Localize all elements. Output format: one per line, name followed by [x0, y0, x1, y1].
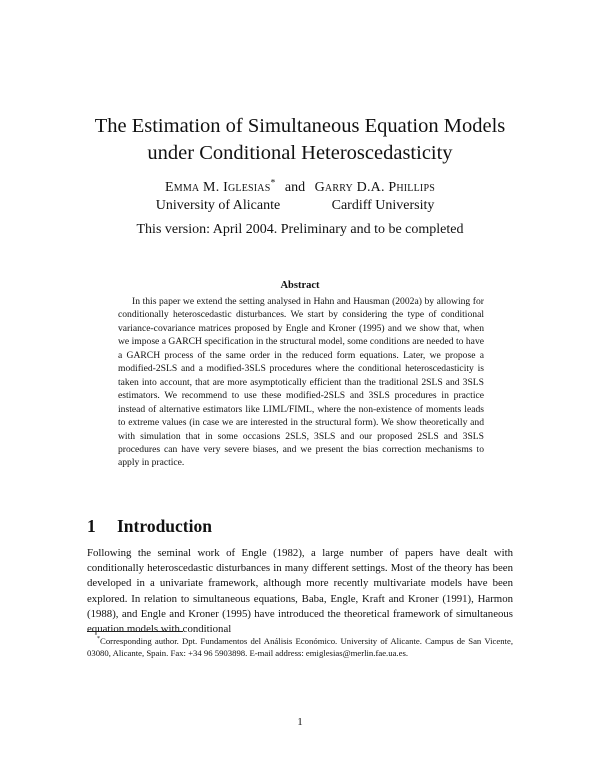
author-line	[60, 178, 540, 197]
affiliation-2: Cardiff University	[331, 198, 435, 213]
corresponding-author-mark: *	[270, 177, 276, 189]
version-note: This version: April 2004. Preliminary and to be completed	[136, 222, 464, 237]
abstract-text: In this paper we extend the setting analysed in Hahn and Hausman (2002a) by allowing for conditionally heteroscedastic disturbances. We start by considering the type of conditional variance-covariance matrices proposed by Engle and Kroner (1995) and we show that, when we impose a GARCH specification in the structural model, some conditions are needed to have a GARCH process of the same order in the reduced form equations. Later, we propose a modified-2SLS and a modified-3SLS procedures where the conditional heteroscedasticity is taken into account, that are more asymptotically efficient than the traditional 2SLS and 3SLS estimators. We recommend to use these modified-2SLS and 3SLS procedures in practice instead of alternative estimators like LIML/FIML, where the non-existence of moments leads to extreme values (in case we are interested in the structural form). We show theoretically and with simulation that in some occasions 2SLS, 3SLS and our proposed 2SLS and 3SLS procedures can have very severe biases, and we present the bias correction mechanisms to apply in practice.	[118, 296, 484, 469]
affiliation-1: University of Alicante	[155, 198, 281, 213]
section-title: Introduction	[117, 516, 212, 536]
author-1: Emma M. Iglesias	[165, 180, 271, 195]
author-2: Garry D.A. Phillips	[314, 180, 435, 195]
footnote-mark: *	[97, 636, 101, 643]
title-line-1: The Estimation of Simultaneous Equation Models	[94, 115, 506, 137]
footnote-text: Corresponding author. Dpt. Fundamentos del Análisis Económico. University of Alicante. Campus de San Vicente, 03080, Alicante, Spain. Fax: +34 96 5903898. E-mail address: emiglesias@merlin.fae.ua.es.	[87, 636, 513, 659]
introduction-paragraph: Following the seminal work of Engle (1982), a large number of papers have dealt with conditionally heteroscedastic disturbances in many different settings. Most of the theory has been developed in a univariate framework, although more recently multivariate models have been explored. In relation to simultaneous equations, Baba, Engle, Kraft and Kroner (1991), Harmon (1988), and Engle and Kroner (1995) have introduced the theoretical framework of simultaneous equation models with conditional	[87, 547, 513, 636]
footnote	[87, 635, 513, 659]
title-line-2: under Conditional Heteroscedasticity	[147, 142, 453, 164]
abstract-heading: Abstract	[280, 280, 320, 291]
footnote-rule	[87, 631, 183, 632]
section-number: 1	[87, 516, 96, 536]
paper-title	[60, 113, 540, 167]
author-conjunction: and	[284, 180, 306, 195]
page-number: 1	[297, 716, 303, 728]
section-heading-introduction	[87, 516, 212, 537]
